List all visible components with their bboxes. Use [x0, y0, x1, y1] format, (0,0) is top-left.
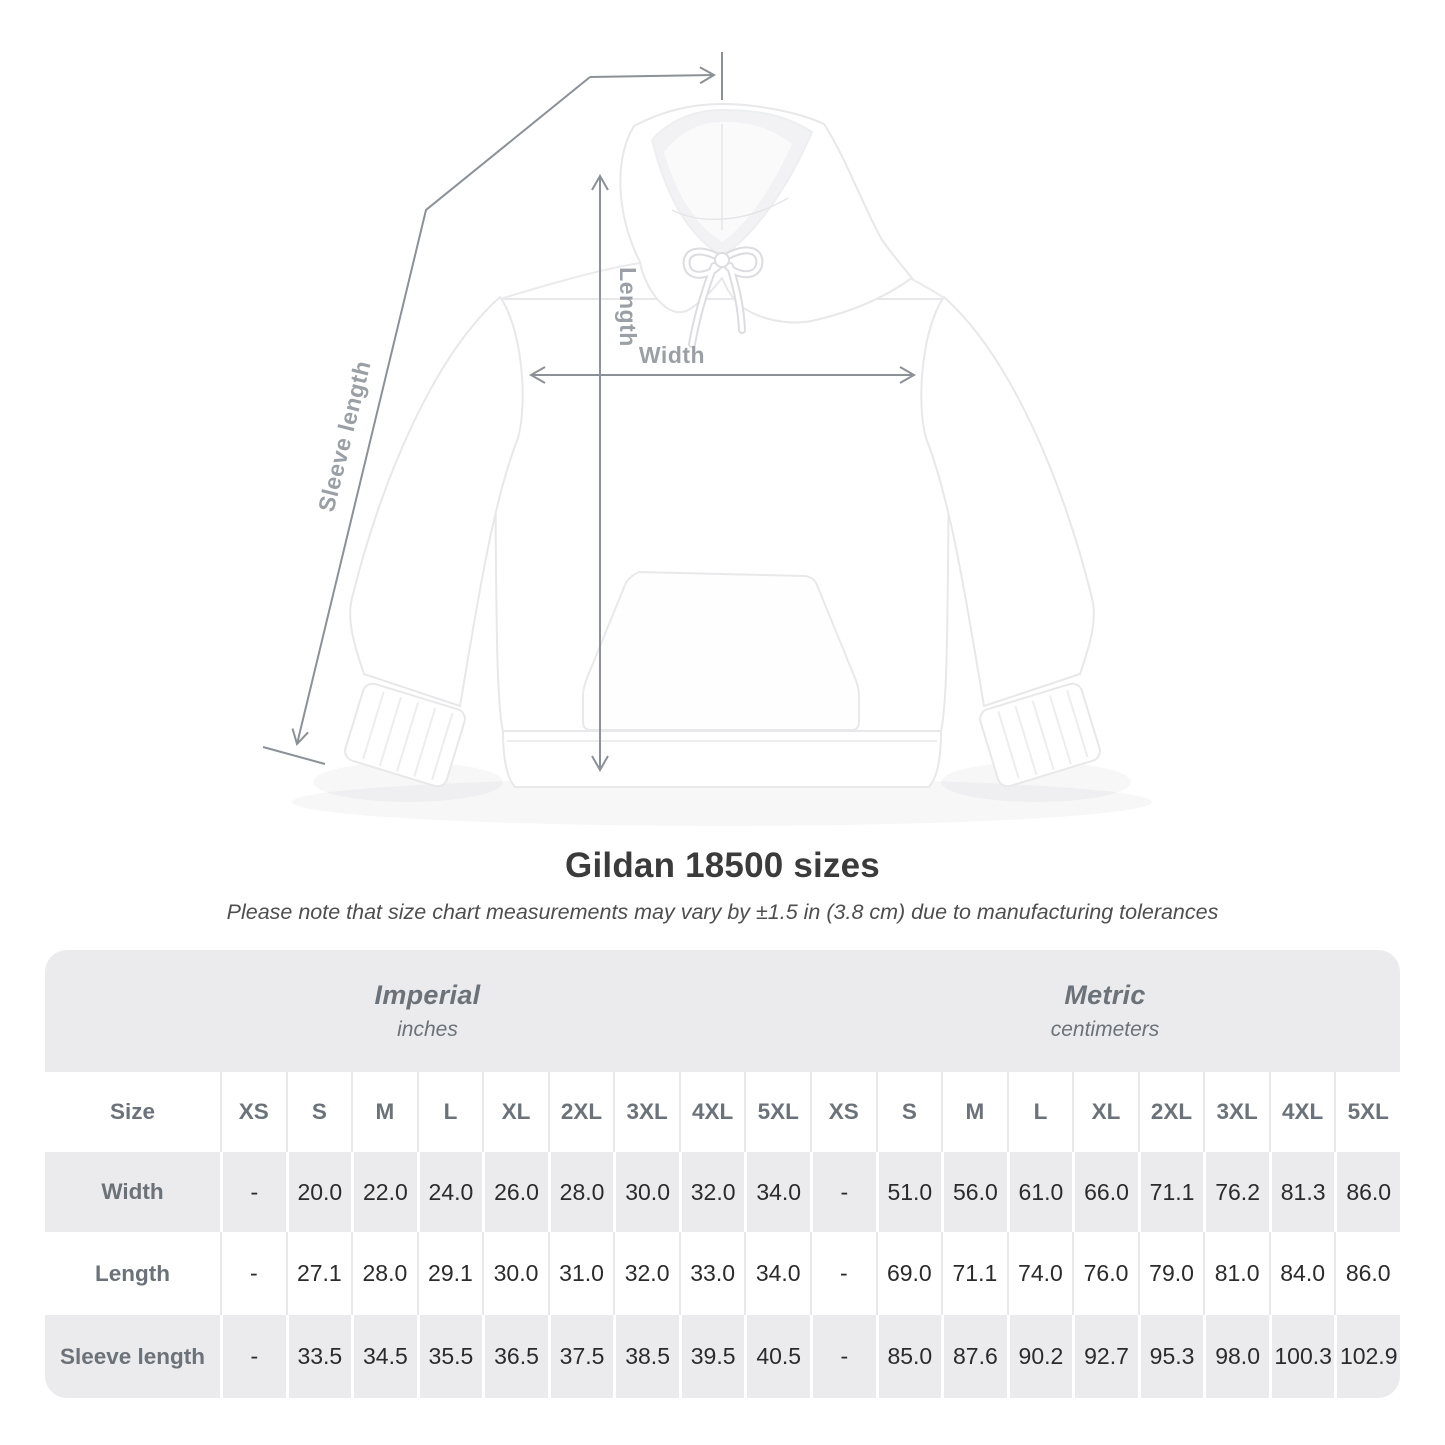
imperial-title: Imperial: [374, 980, 481, 1010]
units-header-row: [45, 950, 1400, 1072]
size-cell: 5XL: [744, 1072, 810, 1152]
imperial-unit: inches: [397, 1018, 458, 1041]
value-cell: -: [810, 1152, 876, 1232]
value-cell: 27.1: [286, 1232, 352, 1315]
value-cell: 87.6: [941, 1315, 1007, 1398]
row-label: Length: [95, 1260, 170, 1286]
value-cell: 76.2: [1203, 1152, 1269, 1232]
metric-unit: centimeters: [1050, 1018, 1160, 1041]
value-cell: 33.5: [286, 1315, 352, 1398]
value-cell: 51.0: [876, 1152, 942, 1232]
hoodie-pocket: [583, 572, 859, 730]
size-cell: S: [876, 1072, 942, 1152]
size-cell: 4XL: [1269, 1072, 1335, 1152]
size-cell: 4XL: [679, 1072, 745, 1152]
value-cell: 32.0: [679, 1152, 745, 1232]
page-title: Gildan 18500 sizes: [565, 846, 880, 885]
value-cell: 102.9: [1334, 1315, 1400, 1398]
size-cell: M: [351, 1072, 417, 1152]
size-chart-table: [45, 950, 1400, 1398]
value-cell: 84.0: [1269, 1232, 1335, 1315]
size-cell: 3XL: [613, 1072, 679, 1152]
value-cell: 86.0: [1334, 1232, 1400, 1315]
length-row: [45, 1232, 1400, 1315]
size-cell: XL: [482, 1072, 548, 1152]
width-row: [45, 1152, 1400, 1232]
value-cell: 36.5: [482, 1315, 548, 1398]
size-cell: L: [1007, 1072, 1073, 1152]
value-cell: 28.0: [548, 1152, 614, 1232]
value-cell: 30.0: [482, 1232, 548, 1315]
sleeve-length-row: [45, 1315, 1400, 1398]
length-label: Length: [615, 267, 641, 347]
value-cell: 34.0: [744, 1232, 810, 1315]
size-cell: XS: [810, 1072, 876, 1152]
metric-header: [810, 950, 1400, 1072]
value-cell: 98.0: [1203, 1315, 1269, 1398]
size-header-row: [45, 1072, 1400, 1152]
value-cell: 56.0: [941, 1152, 1007, 1232]
value-cell: 31.0: [548, 1232, 614, 1315]
size-cell: M: [941, 1072, 1007, 1152]
value-cell: -: [220, 1152, 286, 1232]
value-cell: 38.5: [613, 1315, 679, 1398]
value-cell: 92.7: [1072, 1315, 1138, 1398]
value-cell: 74.0: [1007, 1232, 1073, 1315]
value-cell: 71.1: [941, 1232, 1007, 1315]
metric-title: Metric: [1064, 980, 1146, 1010]
size-cell: 2XL: [548, 1072, 614, 1152]
value-cell: 81.3: [1269, 1152, 1335, 1232]
sleeve-top-arrow: [590, 75, 714, 77]
value-cell: 66.0: [1072, 1152, 1138, 1232]
size-cell: S: [286, 1072, 352, 1152]
value-cell: 29.1: [417, 1232, 483, 1315]
value-cell: 30.0: [613, 1152, 679, 1232]
hoodie-hem-band: [503, 731, 941, 787]
imperial-header: [45, 950, 810, 1072]
value-cell: 95.3: [1138, 1315, 1204, 1398]
size-cell: L: [417, 1072, 483, 1152]
size-cell: XL: [1072, 1072, 1138, 1152]
size-cell: XS: [220, 1072, 286, 1152]
value-cell: 28.0: [351, 1232, 417, 1315]
value-cell: 22.0: [351, 1152, 417, 1232]
value-cell: -: [810, 1232, 876, 1315]
value-cell: 26.0: [482, 1152, 548, 1232]
value-cell: 71.1: [1138, 1152, 1204, 1232]
value-cell: 69.0: [876, 1232, 942, 1315]
value-cell: 81.0: [1203, 1232, 1269, 1315]
size-cell: 5XL: [1334, 1072, 1400, 1152]
value-cell: 24.0: [417, 1152, 483, 1232]
value-cell: 33.0: [679, 1232, 745, 1315]
value-cell: 100.3: [1269, 1315, 1335, 1398]
value-cell: 20.0: [286, 1152, 352, 1232]
value-cell: 79.0: [1138, 1232, 1204, 1315]
value-cell: 86.0: [1334, 1152, 1400, 1232]
row-label: Sleeve length: [59, 1343, 206, 1369]
size-cell: 2XL: [1138, 1072, 1204, 1152]
sleeve-bottom-tick: [263, 747, 325, 764]
tolerance-note: Please note that size chart measurements may vary by ±1.5 in (3.8 cm) due to manufacturing tolerances: [226, 900, 1219, 924]
value-cell: -: [220, 1315, 286, 1398]
value-cell: 76.0: [1072, 1232, 1138, 1315]
value-cell: 61.0: [1007, 1152, 1073, 1232]
value-cell: 39.5: [679, 1315, 745, 1398]
value-cell: -: [220, 1232, 286, 1315]
value-cell: 40.5: [744, 1315, 810, 1398]
size-column-header: Size: [109, 1099, 156, 1124]
value-cell: 35.5: [417, 1315, 483, 1398]
value-cell: 32.0: [613, 1232, 679, 1315]
value-cell: 34.0: [744, 1152, 810, 1232]
value-cell: 90.2: [1007, 1315, 1073, 1398]
value-cell: 37.5: [548, 1315, 614, 1398]
row-label: Width: [101, 1179, 164, 1204]
value-cell: 34.5: [351, 1315, 417, 1398]
size-cell: 3XL: [1203, 1072, 1269, 1152]
sleeve-length-label: Sleeve length: [312, 357, 376, 515]
hoodie-illustration: [292, 104, 1152, 826]
value-cell: -: [810, 1315, 876, 1398]
value-cell: 85.0: [876, 1315, 942, 1398]
width-label: Width: [638, 342, 706, 368]
